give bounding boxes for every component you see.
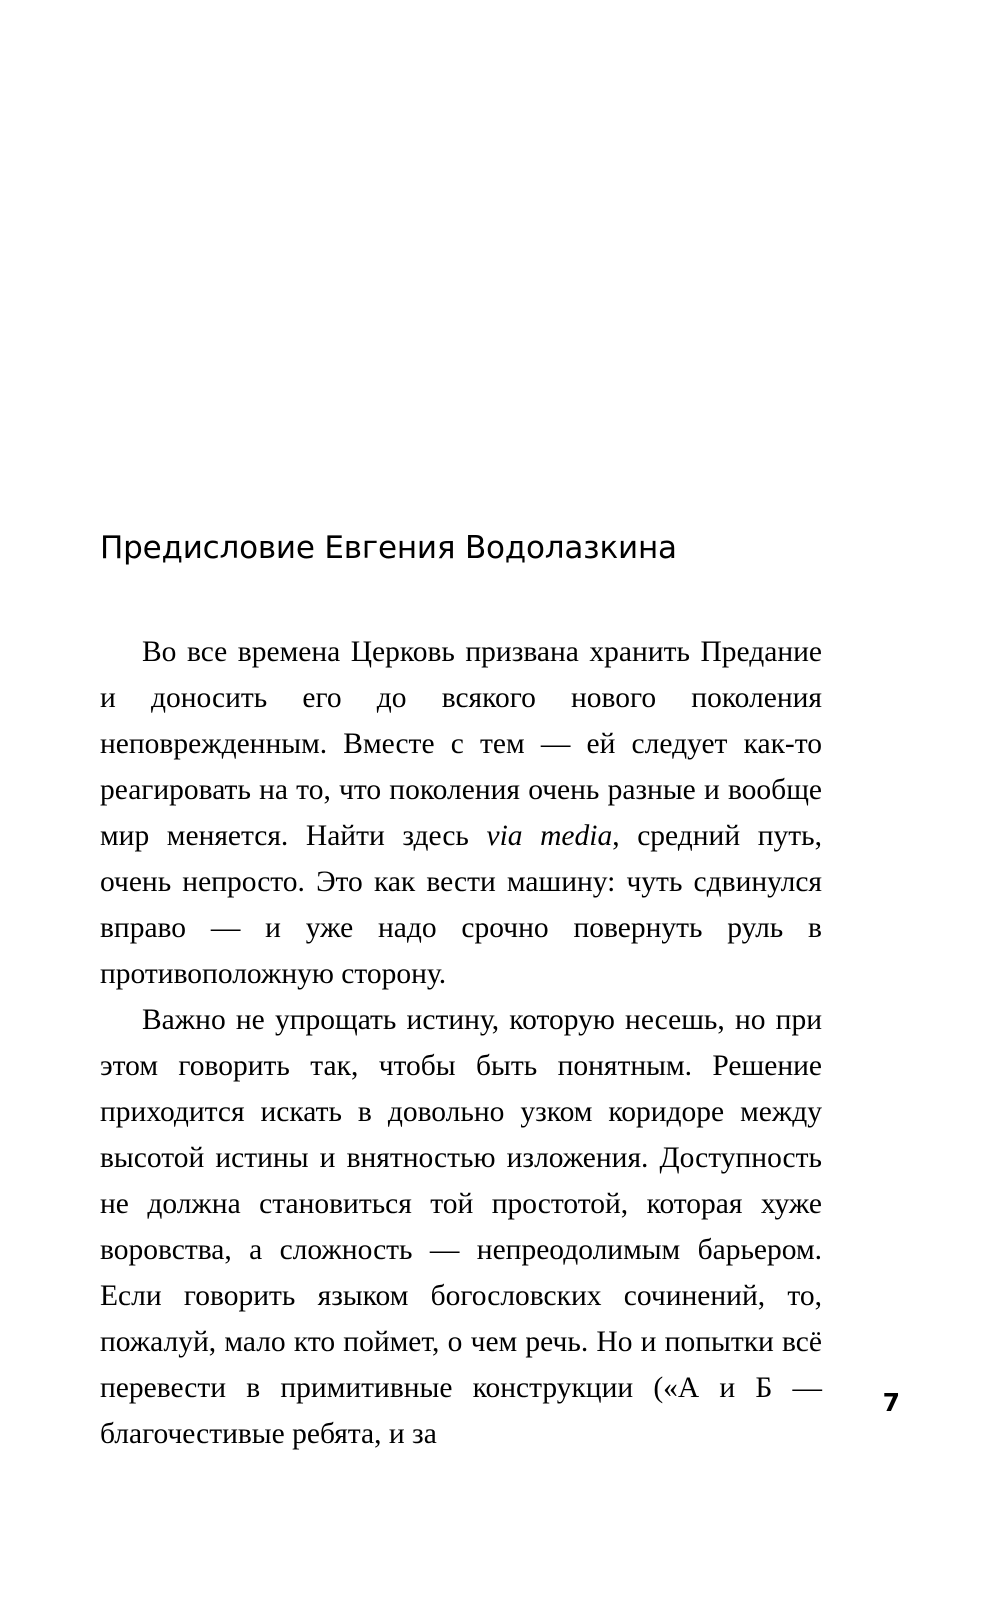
body-text xyxy=(100,629,822,1457)
page-content xyxy=(100,530,822,1457)
italic-phrase: via media xyxy=(486,820,613,853)
paragraph xyxy=(100,997,822,1457)
page-title: Предисловие Евгения Водолазкина xyxy=(100,530,677,566)
paragraph xyxy=(100,629,822,997)
text-run: , средний путь, очень непросто. Это как вести машину: чуть сдвинулся вправо — и уже надо срочно повернуть руль в противоположную сторону. xyxy=(100,820,822,991)
text-run: Важно не упрощать истину, которую несешь, но при этом говорить так, чтобы быть понятным. Решение приходится искать в довольно узком коридоре между высотой истины и внятностью изложения. Доступность не должна становиться той простотой, которая хуже воровства, а сложность — непреодолимым барьером. Если говорить языком богословских сочинений, то, пожалуй, мало кто поймет, о чем речь. Но и попытки всё перевести в примитивные конструкции («А и Б — благочестивые ребята, и за xyxy=(100,1004,822,1451)
page-number: 7 xyxy=(882,1388,900,1417)
text-run: Во все времена Церковь призвана хранить Предание и доносить его до всякого нового поколения неповрежденным. Вместе с тем — ей следует как-то реагировать на то, что поколения очень разные и вообще мир меняется. Найти здесь xyxy=(100,636,822,853)
